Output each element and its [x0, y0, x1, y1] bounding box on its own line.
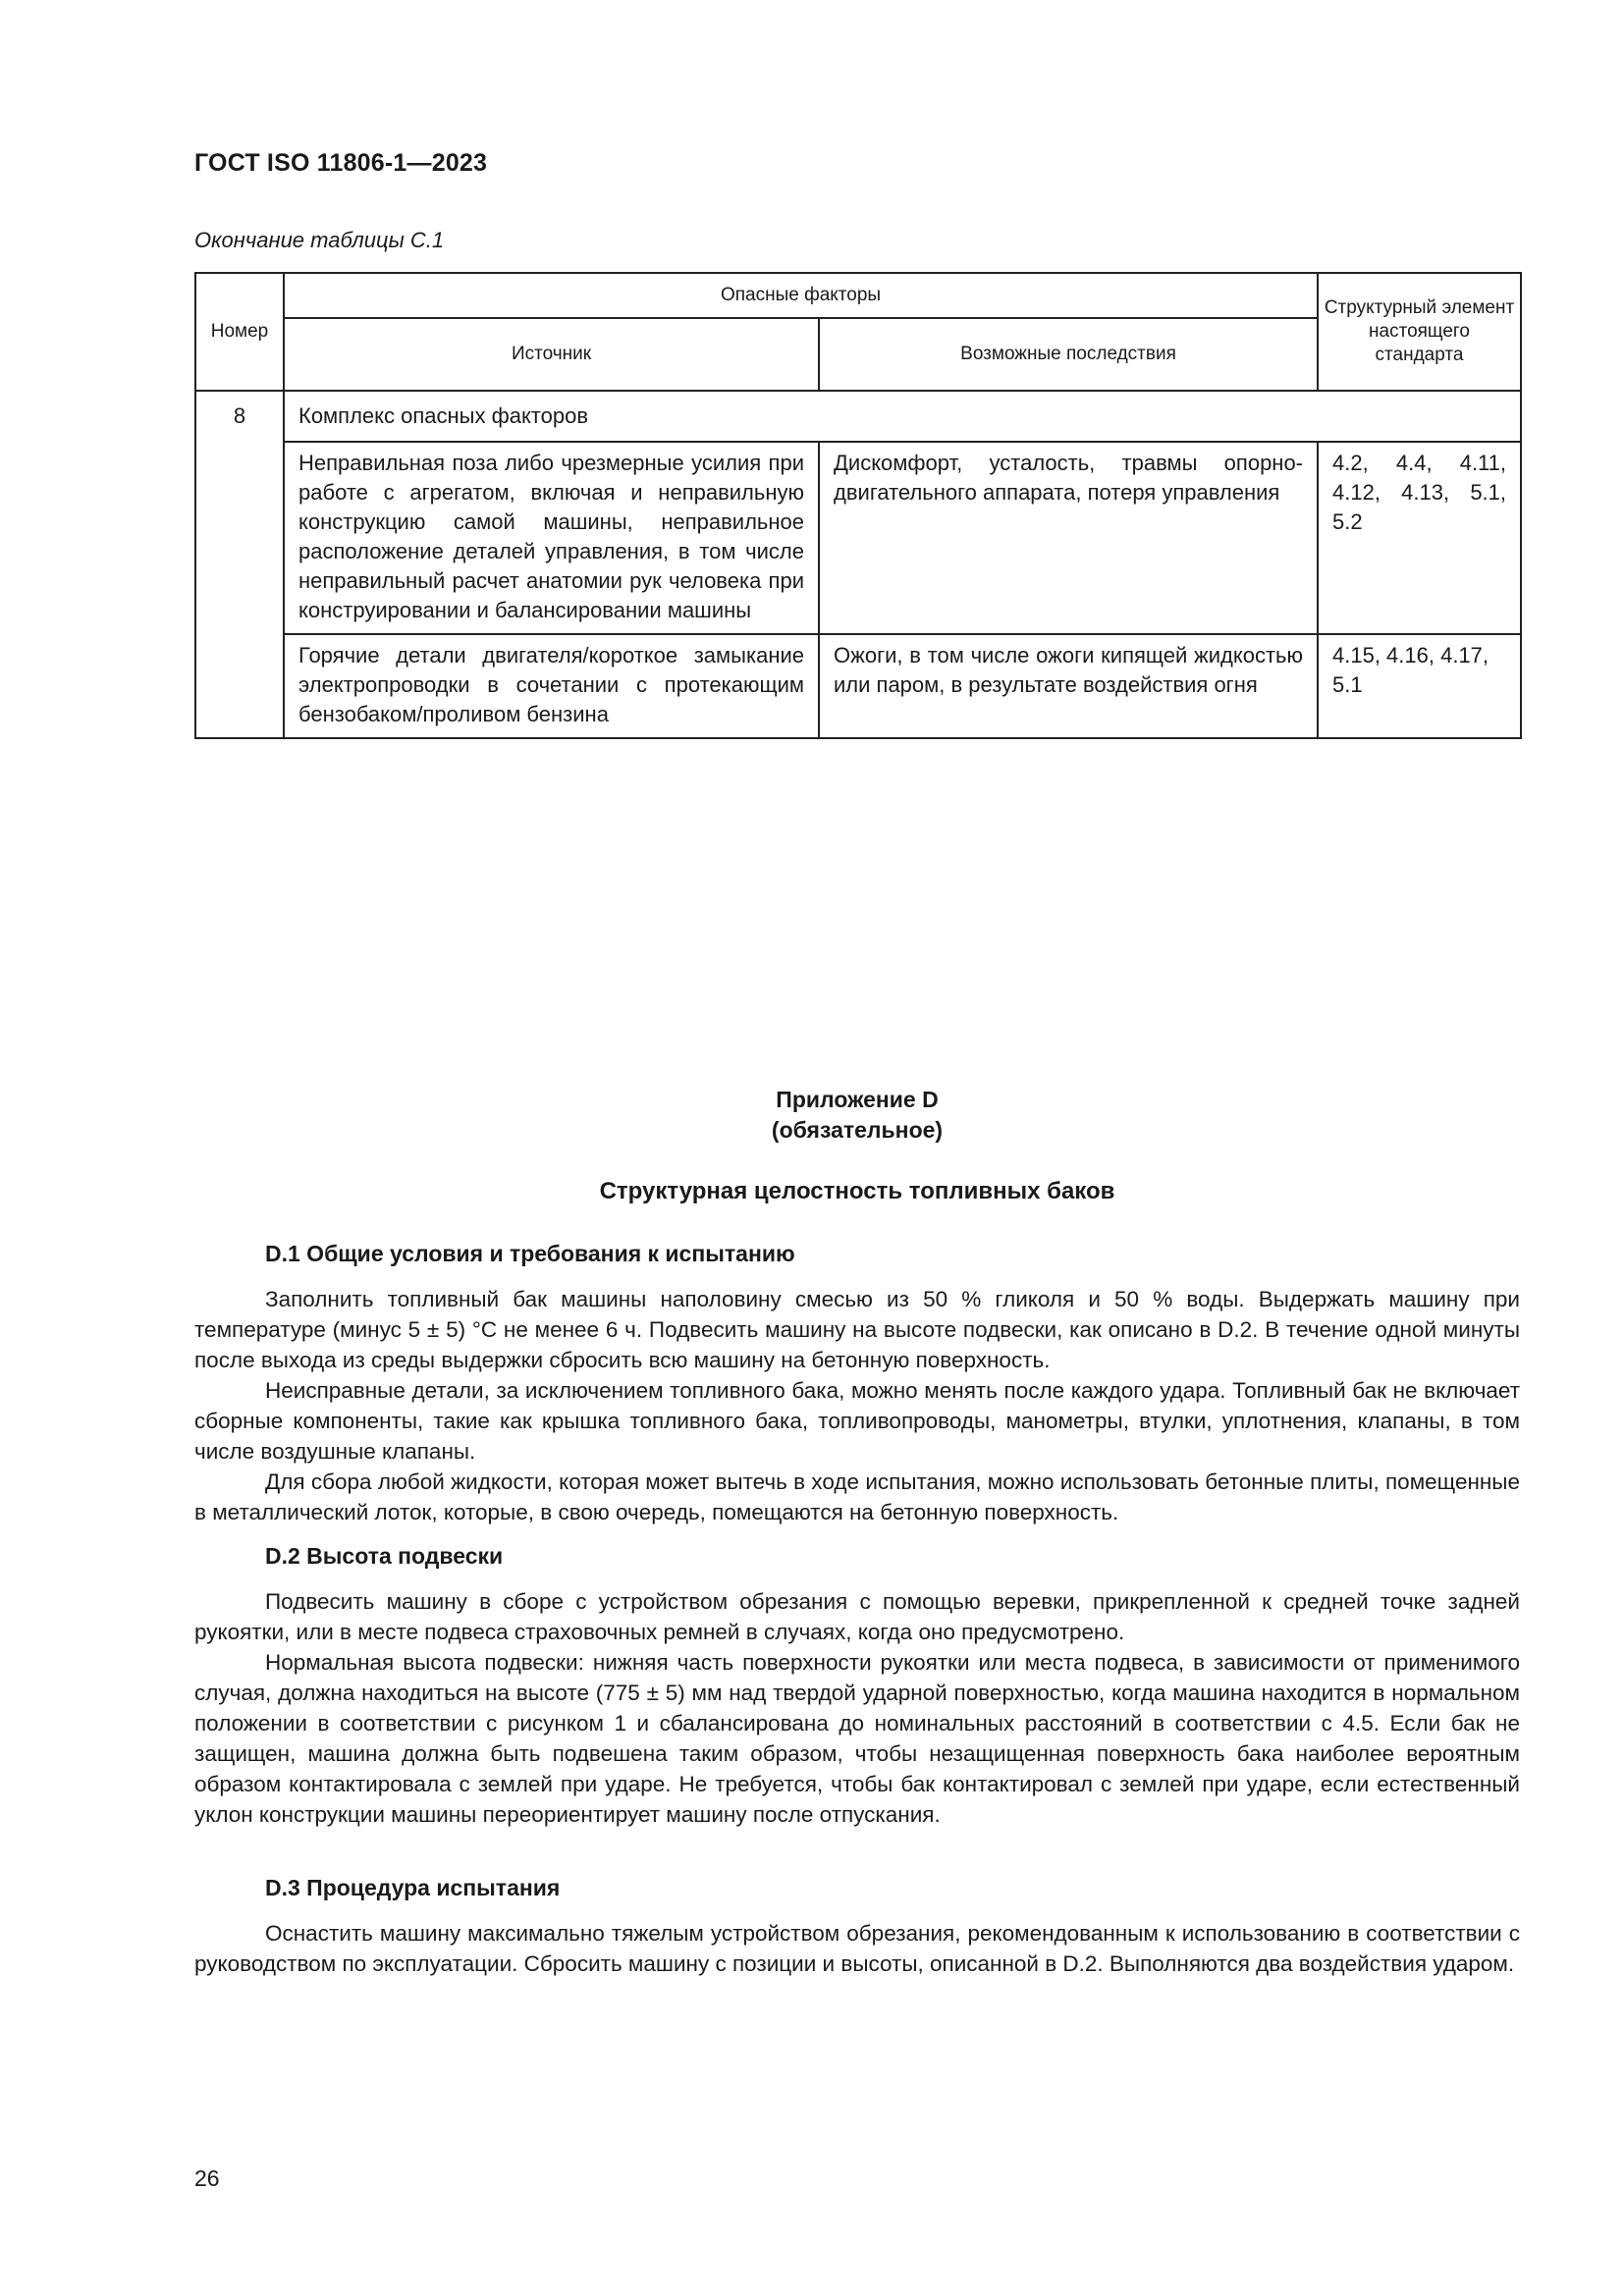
- table-caption: Окончание таблицы С.1: [194, 228, 445, 252]
- document-code: ГОСТ ISO 11806-1—2023: [194, 149, 488, 177]
- appendix-title: Приложение D: [776, 1087, 939, 1112]
- table-row: [195, 634, 1521, 738]
- paragraph: Оснастить машину максимально тяжелым устройством обрезания, рекомендованным к использованию в соответствии с руководством по эксплуатации. Сбросить машину с позиции и высоты, описанной в D.2. Выполняются два воздействия ударом.: [194, 1921, 1520, 1976]
- appendix-status: (обязательное): [771, 1117, 944, 1143]
- section-heading-d1: D.1 Общие условия и требования к испытанию: [265, 1241, 795, 1266]
- table-row-group: [195, 391, 1521, 442]
- consequences-cell: Ожоги, в том числе ожоги кипящей жидкостью или паром, в результате воздействия огня: [819, 634, 1318, 738]
- paragraph: Неисправные детали, за исключением топливного бака, можно менять после каждого удара. Топливный бак не включает сборные компоненты, такие как крышка топливного бака, топливопроводы, манометры, втулки, уплотнения, клапаны, в том числе воздушные клапаны.: [194, 1378, 1520, 1464]
- paragraph: Нормальная высота подвески: нижняя часть поверхности рукоятки или места подвеса, в зависимости от применимого случая, должна находиться на высоте (775 ± 5) мм над твердой ударной поверхностью, когда машина находится в нормальном положении в соответствии с рисунком 1 и сбалансирована до номинальных расстояний в соответствии с 4.5. Если бак не защищен, машина должна быть подвешена таким образом, чтобы незащищенная поверхность бака наиболее вероятным образом контактировала с землей при ударе. Не требуется, чтобы бак контактировал с землей при ударе, если естественный уклон конструкции машины переориентирует машину после отпускания.: [194, 1650, 1520, 1827]
- header-structural-element: Структурный элемент настоящего стандарта: [1318, 273, 1521, 391]
- header-hazards: Опасные факторы: [284, 273, 1318, 318]
- paragraph: Для сбора любой жидкости, которая может вытечь в ходе испытания, можно использовать бетонные плиты, помещенные в металлический лоток, которые, в свою очередь, помещаются на бетонную поверхность.: [194, 1469, 1520, 1524]
- group-title: Комплекс опасных факторов: [284, 391, 1521, 442]
- page-number: 26: [194, 2165, 220, 2191]
- source-cell: Неправильная поза либо чрезмерные усилия при работе с агрегатом, включая и неправильную конструкцию самой машины, неправильное расположение деталей управления, в том числе неправильный расчет анатомии рук человека при конструировании и балансировании машины: [284, 442, 819, 634]
- element-cell: 4.15, 4.16, 4.17, 5.1: [1318, 634, 1521, 738]
- header-number: Номер: [195, 273, 284, 391]
- header-consequences: Возможные последствия: [819, 318, 1318, 391]
- row-number: 8: [195, 391, 284, 738]
- source-cell: Горячие детали двигателя/короткое замыкание электропроводки в сочетании с протекающим бензобаком/проливом бензина: [284, 634, 819, 738]
- table-row: [195, 442, 1521, 634]
- section-heading-d3: D.3 Процедура испытания: [265, 1875, 561, 1900]
- section-heading-d2: D.2 Высота подвески: [265, 1543, 504, 1569]
- paragraph: Подвесить машину в сборе с устройством обрезания с помощью веревки, прикрепленной к средней точке задней рукоятки, или в месте подвеса страховочных ремней в случаях, когда оно предусмотрено.: [194, 1589, 1520, 1644]
- paragraph: Заполнить топливный бак машины наполовину смесью из 50 % гликоля и 50 % воды. Выдержать машину при температуре (минус 5 ± 5) °С не менее 6 ч. Подвесить машину на высоте подвески, как описано в D.2. В течение одной минуты после выхода из среды выдержки сбросить всю машину на бетонную поверхность.: [194, 1287, 1520, 1372]
- appendix-heading: Структурная целостность топливных баков: [599, 1178, 1115, 1204]
- header-source: Источник: [284, 318, 819, 391]
- consequences-cell: Дискомфорт, усталость, травмы опорно-двигательного аппарата, потеря управления: [819, 442, 1318, 634]
- element-cell: 4.2, 4.4, 4.11, 4.12, 4.13, 5.1, 5.2: [1318, 442, 1521, 634]
- hazards-table: [194, 272, 1522, 739]
